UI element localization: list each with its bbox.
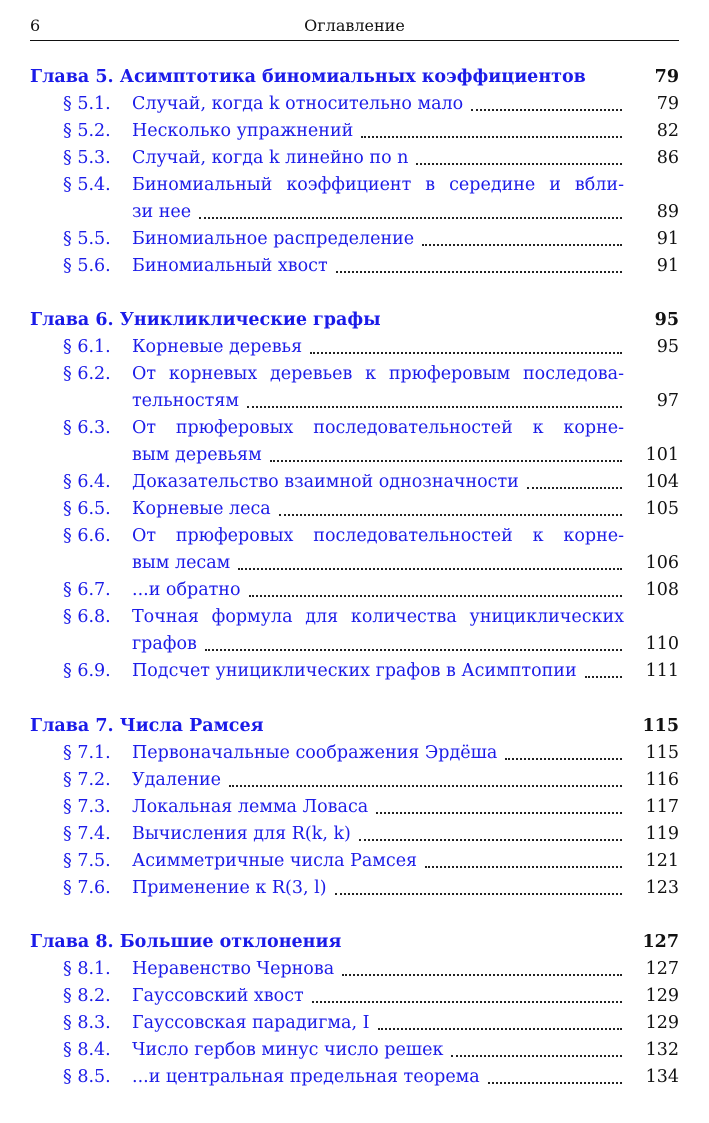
section-page-number: 86 — [656, 148, 679, 168]
section-title-text[interactable]: От прюферовых последовательностей к корне- — [132, 526, 624, 546]
section-entry[interactable] — [30, 253, 679, 280]
section-number-link[interactable]: § 7.1. — [63, 743, 111, 763]
dot-leader — [378, 1028, 622, 1030]
section-title-text[interactable]: ...и центральная предельная теорема — [132, 1067, 480, 1087]
dot-leader — [279, 514, 622, 516]
chapter-page-number: 115 — [642, 716, 679, 736]
section-page-number: 101 — [645, 445, 679, 465]
section-title-text[interactable]: Локальная лемма Ловаса — [132, 797, 369, 817]
section-title-line[interactable] — [132, 415, 624, 442]
section-entry[interactable] — [30, 145, 679, 172]
section-number-link[interactable]: § 8.1. — [63, 959, 111, 979]
section-title-line[interactable] — [132, 253, 624, 280]
dot-leader — [471, 109, 622, 111]
section-entry[interactable] — [30, 577, 679, 604]
section-entry[interactable] — [30, 821, 679, 848]
section-page-number: 117 — [645, 797, 679, 817]
section-page-number: 129 — [645, 986, 679, 1006]
section-entry[interactable] — [30, 172, 679, 226]
section-title-line[interactable] — [132, 604, 624, 631]
dot-leader — [335, 893, 622, 895]
section-entry[interactable] — [30, 1010, 679, 1037]
section-title-text[interactable]: Биномиальное распределение — [132, 229, 415, 249]
section-title-text[interactable]: Вычисления для R(k, k) — [132, 824, 351, 844]
section-page-number: 105 — [645, 499, 679, 519]
section-number-link[interactable]: § 5.4. — [63, 175, 111, 195]
section-number-link[interactable]: § 7.3. — [63, 797, 111, 817]
section-title-text[interactable]: Точная формула для количества уницикличеcких — [132, 607, 624, 627]
dot-leader — [205, 649, 622, 651]
dot-leader — [422, 244, 622, 246]
dot-leader — [527, 487, 622, 489]
section-page-number: 106 — [645, 553, 679, 573]
section-title-text[interactable]: Случай, когда k относительно мало — [132, 94, 464, 114]
section-page-number: 111 — [645, 661, 679, 681]
dot-leader — [312, 1001, 622, 1003]
dot-leader — [336, 271, 622, 273]
section-title-line[interactable] — [132, 1064, 624, 1091]
section-title-line[interactable] — [132, 794, 624, 821]
section-number-link[interactable]: § 6.4. — [63, 472, 111, 492]
section-title-text[interactable]: Неравенство Чернова — [132, 959, 335, 979]
dot-leader — [361, 136, 622, 138]
section-title-line[interactable] — [132, 550, 624, 577]
section-title-text[interactable]: зи нее — [132, 202, 192, 222]
section-entry[interactable] — [30, 956, 679, 983]
section-number-link[interactable]: § 5.6. — [63, 256, 111, 276]
section-page-number: 110 — [645, 634, 679, 654]
section-number-link[interactable]: § 5.5. — [63, 229, 111, 249]
section-title-text[interactable]: Гауссовский хвост — [132, 986, 304, 1006]
section-title-line[interactable] — [132, 956, 624, 983]
chapter-entry[interactable] — [30, 306, 679, 334]
section-entry[interactable] — [30, 1037, 679, 1064]
section-title-line[interactable] — [132, 821, 624, 848]
section-number-link[interactable]: § 8.3. — [63, 1013, 111, 1033]
section-title-text[interactable]: От прюферовых последовательностей к корне- — [132, 418, 624, 438]
section-title-text[interactable]: Гауссовская парадигма, I — [132, 1013, 370, 1033]
dot-leader — [359, 839, 622, 841]
section-entry[interactable] — [30, 794, 679, 821]
section-title-text[interactable]: Применение к R(3, l) — [132, 878, 327, 898]
section-page-number: 116 — [645, 770, 679, 790]
chapter-page-number: 79 — [654, 67, 679, 87]
chapter-page-number: 95 — [654, 310, 679, 330]
section-title-text[interactable]: Корневые леса — [132, 499, 271, 519]
section-title-text[interactable]: вым деревьям — [132, 445, 262, 465]
section-entry[interactable] — [30, 658, 679, 685]
section-title-line[interactable] — [132, 388, 624, 415]
section-entry[interactable] — [30, 334, 679, 361]
section-number-link[interactable]: § 6.1. — [63, 337, 111, 357]
section-title-line[interactable] — [132, 767, 624, 794]
section-title-line[interactable] — [132, 469, 624, 496]
section-number-link[interactable]: § 6.3. — [63, 418, 111, 438]
section-number-link[interactable]: § 7.2. — [63, 770, 111, 790]
running-header — [30, 12, 679, 41]
section-entry[interactable] — [30, 496, 679, 523]
section-number-link[interactable]: § 6.6. — [63, 526, 111, 546]
section-title-line[interactable] — [132, 226, 624, 253]
section-title-text[interactable]: Подсчет уницикличеcких графов в Асимптопии — [132, 661, 577, 681]
section-title-text[interactable]: ...и обратно — [132, 580, 241, 600]
section-page-number: 104 — [645, 472, 679, 492]
dot-leader — [229, 785, 622, 787]
section-number-link[interactable]: § 6.9. — [63, 661, 111, 681]
dot-leader — [270, 460, 622, 462]
dot-leader — [451, 1055, 622, 1057]
dot-leader — [199, 217, 622, 219]
dot-leader — [416, 163, 622, 165]
section-number-link[interactable]: § 7.5. — [63, 851, 111, 871]
dot-leader — [238, 568, 622, 570]
section-page-number: 119 — [645, 824, 679, 844]
section-number-link[interactable]: § 8.4. — [63, 1040, 111, 1060]
section-title-line[interactable] — [132, 91, 624, 118]
dot-leader — [247, 406, 622, 408]
section-title-line[interactable] — [132, 1010, 624, 1037]
section-title-text[interactable]: вым лесам — [132, 553, 231, 573]
section-title-text[interactable]: графов — [132, 634, 197, 654]
section-number-link[interactable]: § 7.4. — [63, 824, 111, 844]
section-page-number: 82 — [656, 121, 679, 141]
section-page-number: 108 — [645, 580, 679, 600]
section-title-line[interactable] — [132, 658, 624, 685]
section-title-line[interactable] — [132, 442, 624, 469]
section-title-text[interactable]: Корневые деревья — [132, 337, 303, 357]
section-page-number: 127 — [645, 959, 679, 979]
section-title-text[interactable]: Доказательство взаимной однозначности — [132, 472, 519, 492]
section-number-link[interactable]: § 6.8. — [63, 607, 111, 627]
section-number-link[interactable]: § 5.2. — [63, 121, 111, 141]
dot-leader — [585, 676, 622, 678]
section-number-link[interactable]: § 5.1. — [63, 94, 111, 114]
section-title-line[interactable] — [132, 523, 624, 550]
section-entry[interactable] — [30, 523, 679, 577]
chapter-title-link[interactable]: Глава 8. Большие отклонения — [30, 932, 342, 952]
section-title-text[interactable]: Число гербов минус число решек — [132, 1040, 444, 1060]
section-page-number: 123 — [645, 878, 679, 898]
section-title-line[interactable] — [132, 199, 624, 226]
dot-leader — [488, 1082, 622, 1084]
section-entry[interactable] — [30, 415, 679, 469]
section-title-line[interactable] — [132, 875, 624, 902]
section-title-line[interactable] — [132, 361, 624, 388]
section-page-number: 97 — [656, 391, 679, 411]
section-entry[interactable] — [30, 91, 679, 118]
section-entry[interactable] — [30, 118, 679, 145]
section-page-number: 129 — [645, 1013, 679, 1033]
section-page-number: 89 — [656, 202, 679, 222]
section-entry[interactable] — [30, 983, 679, 1010]
section-title-text[interactable]: тельностям — [132, 391, 240, 411]
chapter-entry[interactable] — [30, 63, 679, 91]
running-title: Оглавление — [304, 16, 405, 35]
section-page-number: 132 — [645, 1040, 679, 1060]
dot-leader — [342, 974, 622, 976]
section-title-line[interactable] — [132, 577, 624, 604]
section-title-line[interactable] — [132, 496, 624, 523]
chapter-entry[interactable] — [30, 928, 679, 956]
section-title-line[interactable] — [132, 334, 624, 361]
section-title-line[interactable] — [132, 848, 624, 875]
section-title-text[interactable]: От корневых деревьев к прюферовым последова- — [132, 364, 624, 384]
section-entry[interactable] — [30, 740, 679, 767]
section-number-link[interactable]: § 5.3. — [63, 148, 111, 168]
dot-leader — [425, 866, 622, 868]
section-entry[interactable] — [30, 767, 679, 794]
section-page-number: 91 — [656, 256, 679, 276]
section-number-link[interactable]: § 6.7. — [63, 580, 111, 600]
section-page-number: 115 — [645, 743, 679, 763]
section-page-number: 134 — [645, 1067, 679, 1087]
chapter-title-link[interactable]: Глава 6. Уникликлические графы — [30, 310, 381, 330]
section-number-link[interactable]: § 8.5. — [63, 1067, 111, 1087]
section-number-link[interactable]: § 8.2. — [63, 986, 111, 1006]
section-title-text[interactable]: Асимметричные числа Рамсея — [132, 851, 418, 871]
dot-leader — [310, 352, 622, 354]
section-title-line[interactable] — [132, 1037, 624, 1064]
section-title-line[interactable] — [132, 118, 624, 145]
chapter-entry[interactable] — [30, 712, 679, 740]
section-title-text[interactable]: Случай, когда k линейно по n — [132, 148, 409, 168]
chapter-title-link[interactable]: Глава 5. Асимптотика биномиальных коэффициентов — [30, 67, 586, 87]
section-title-line[interactable] — [132, 145, 624, 172]
chapter-page-number: 127 — [642, 932, 679, 952]
section-page-number: 79 — [656, 94, 679, 114]
dot-leader — [376, 812, 622, 814]
section-page-number: 121 — [645, 851, 679, 871]
section-number-link[interactable]: § 6.2. — [63, 364, 111, 384]
section-title-text[interactable]: Несколько упражнений — [132, 121, 354, 141]
section-title-text[interactable]: Первоначальные соображения Эрдёша — [132, 743, 498, 763]
section-title-line[interactable] — [132, 631, 624, 658]
section-entry[interactable] — [30, 361, 679, 415]
section-number-link[interactable]: § 7.6. — [63, 878, 111, 898]
page-number: 6 — [30, 16, 41, 35]
section-title-line[interactable] — [132, 172, 624, 199]
section-entry[interactable] — [30, 848, 679, 875]
section-number-link[interactable]: § 6.5. — [63, 499, 111, 519]
dot-leader — [249, 595, 622, 597]
chapter-title-link[interactable]: Глава 7. Числа Рамсея — [30, 716, 264, 736]
section-entry[interactable] — [30, 469, 679, 496]
section-page-number: 95 — [656, 337, 679, 357]
section-title-text[interactable]: Биномиальный хвост — [132, 256, 328, 276]
section-title-text[interactable]: Биномиальный коэффициент в середине и вбли- — [132, 175, 624, 195]
section-entry[interactable] — [30, 226, 679, 253]
section-page-number: 91 — [656, 229, 679, 249]
section-entry[interactable] — [30, 875, 679, 902]
section-title-text[interactable]: Удаление — [132, 770, 222, 790]
section-entry[interactable] — [30, 1064, 679, 1091]
section-entry[interactable] — [30, 604, 679, 658]
dot-leader — [505, 758, 622, 760]
section-title-line[interactable] — [132, 740, 624, 767]
section-title-line[interactable] — [132, 983, 624, 1010]
